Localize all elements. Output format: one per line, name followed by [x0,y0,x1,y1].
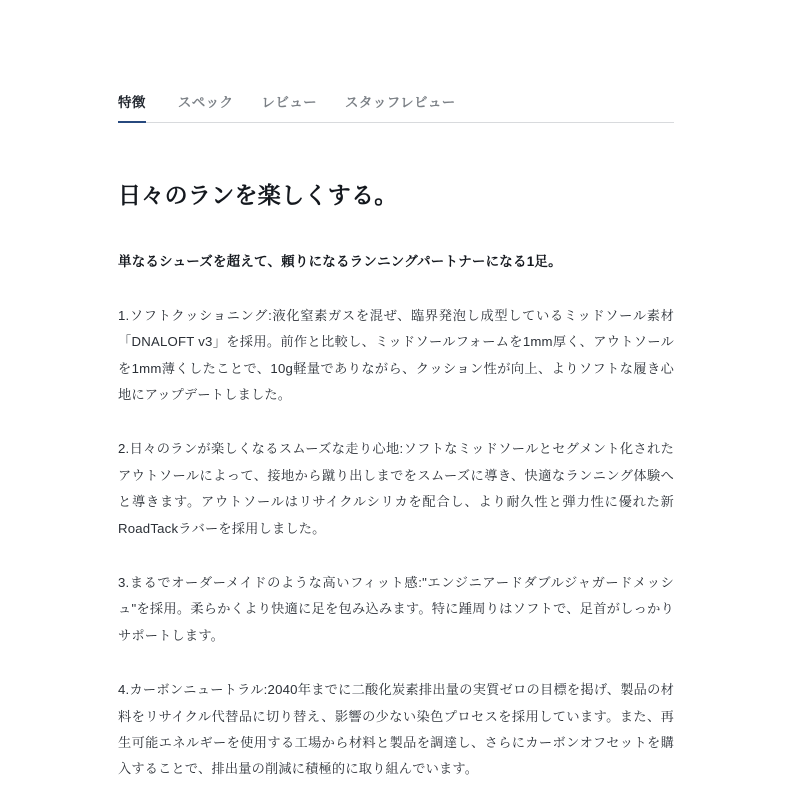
feature-paragraph-3: 3.まるでオーダーメイドのような高いフィット感:"エンジニアードダブルジャガードメッシュ"を採用。柔らかくより快適に足を包み込みます。特に踵周りはソフトで、足首がしっかりサポートします。 [118,575,674,643]
feature-paragraph-2: 2.日々のランが楽しくなるスムーズな走り心地:ソフトなミッドソールとセグメント化されたアウトソールによって、接地から蹴り出しまでをスムーズに導き、快適なランニング体験へと導きます。アウトソールはリサイクルシリカを配合し、より耐久性と弾力性に優れた新RoadTackラバーを採用しました。 [118,441,674,536]
tab-staff-reviews-label: スタッフレビュー [345,94,456,110]
tab-staff-reviews[interactable] [331,96,470,123]
tab-features-label: 特徴 [118,94,146,110]
feature-paragraph-1: 1.ソフトクッショニング:液化窒素ガスを混ぜ、臨界発泡し成型しているミッドソール素材「DNALOFT v3」を採用。前作と比較し、ミッドソールフォームを1mm厚く、アウトソールを1mm薄くしたことで、10g軽量でありながら、クッション性が向上、よりソフトな履き心地にアップデートしました。 [118,307,674,402]
tab-reviews[interactable] [247,96,331,123]
tab-specs-label: スペック [177,94,234,110]
feature-paragraph-4: 4.カーボンニュートラル:2040年までに二酸化炭素排出量の実質ゼロの目標を掲げ、製品の材料をリサイクル代替品に切り替え、影響の少ない染色プロセスを採用しています。また、再生可能エネルギーを使用する工場から材料と製品を調達し、さらにカーボンオフセットを購入することで、排出量の削減に積極的に取り組んでいます。 [118,682,674,777]
page-title: 日々のランを楽しくする。 [118,182,398,208]
product-tabs[interactable] [118,78,674,123]
tab-specs[interactable] [164,96,248,123]
content-container [118,78,674,783]
tab-reviews-label: レビュー [261,94,318,110]
tab-features[interactable] [118,96,164,123]
page-subtitle: 単なるシューズを超えて、頼りになるランニングパートナーになる1足。 [118,254,562,270]
